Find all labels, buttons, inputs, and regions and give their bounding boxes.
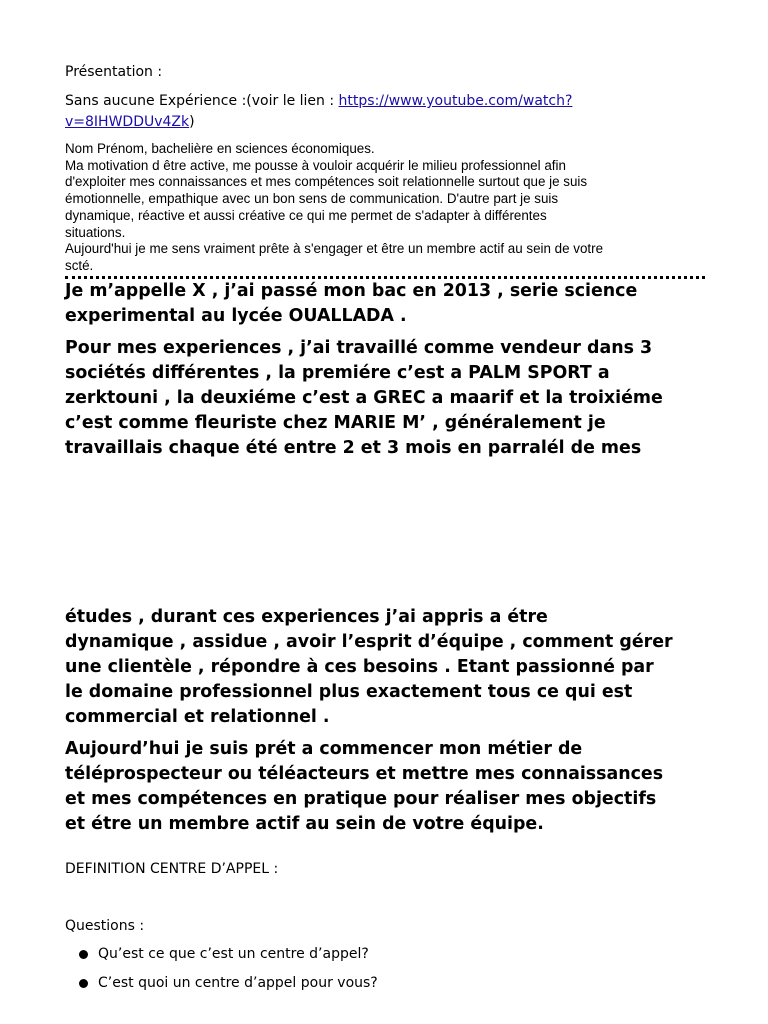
paragraph-intro-bac bbox=[65, 279, 725, 329]
intro-line: Nom Prénom, bachelière en sciences économiques. bbox=[65, 141, 375, 156]
paragraph-experiences bbox=[65, 336, 725, 461]
paragraph-line: zerktouni , la deuxiéme c’est a GREC a maarif et la troixiéme bbox=[65, 388, 663, 408]
question-text: Qu’est ce que c’est un centre d’appel? bbox=[98, 946, 369, 962]
bullet-icon bbox=[79, 950, 88, 959]
youtube-link-line1[interactable]: https://www.youtube.com/watch? bbox=[338, 93, 573, 109]
sans-experience-suffix: ) bbox=[189, 114, 195, 130]
sans-experience-prefix: Sans aucune Expérience :(voir le lien : bbox=[65, 93, 339, 109]
paragraph-line: études , durant ces experiences j’ai appris a étre bbox=[65, 607, 548, 627]
paragraph-line: experimental au lycée OUALLADA . bbox=[65, 306, 407, 326]
presentation-heading: Présentation : bbox=[65, 64, 163, 80]
intro-line: Ma motivation d être active, me pousse à vouloir acquérir le milieu professionnel afin bbox=[65, 157, 566, 173]
paragraph-line: Je m’appelle X , j’ai passé mon bac en 2013 , serie science bbox=[65, 281, 638, 301]
questions-list bbox=[79, 944, 378, 1002]
paragraph-skills bbox=[65, 605, 725, 730]
paragraph-line: Aujourd’hui je suis prét a commencer mon métier de bbox=[65, 739, 583, 759]
paragraph-line: travaillais chaque été entre 2 et 3 mois en parralél de mes bbox=[65, 438, 642, 458]
sans-experience-line bbox=[65, 91, 685, 133]
paragraph-line: sociétés différentes , la premiére c’est a PALM SPORT a bbox=[65, 363, 610, 383]
paragraph-motivation bbox=[65, 737, 725, 837]
intro-line: d'exploiter mes connaissances et mes compétences soit relationnelle surtout que je suis bbox=[65, 174, 588, 190]
paragraph-line: téléprospecteur ou téléacteurs et mettre mes connaissances bbox=[65, 764, 664, 784]
intro-line: scté. bbox=[65, 257, 94, 273]
paragraph-line: et étre un membre actif au sein de votre équipe. bbox=[65, 814, 544, 834]
question-item bbox=[79, 973, 378, 1002]
paragraph-line: dynamique , assidue , avoir l’esprit d’équipe , comment gérer bbox=[65, 632, 673, 652]
paragraph-line: c’est comme fleuriste chez MARIE M’ , généralement je bbox=[65, 413, 606, 433]
paragraph-line: commercial et relationnel . bbox=[65, 707, 330, 727]
paragraph-line: le domaine professionnel plus exactement tous ce qui est bbox=[65, 682, 633, 702]
intro-block bbox=[65, 141, 705, 275]
definition-heading: DEFINITION CENTRE D’APPEL : bbox=[65, 861, 279, 877]
intro-line: Aujourd'hui je me sens vraiment prête à s'engager et être un membre actif au sein de votre bbox=[65, 241, 604, 257]
question-text: C’est quoi un centre d’appel pour vous? bbox=[98, 975, 378, 991]
intro-line: émotionnelle, empathique avec un bon sens de communication. D'autre part je suis bbox=[65, 191, 559, 207]
questions-heading: Questions : bbox=[65, 918, 145, 934]
intro-line: dynamique, réactive et aussi créative ce qui me permet de s'adapter à différentes bbox=[65, 207, 547, 223]
bullet-icon bbox=[79, 979, 88, 988]
intro-line: situations. bbox=[65, 224, 126, 240]
paragraph-line: une clientèle , répondre à ces besoins . Etant passionné par bbox=[65, 657, 654, 677]
youtube-link-line2[interactable]: v=8IHWDDUv4Zk bbox=[65, 114, 190, 130]
paragraph-line: et mes compétences en pratique pour réaliser mes objectifs bbox=[65, 789, 657, 809]
question-item bbox=[79, 944, 378, 973]
paragraph-line: Pour mes experiences , j’ai travaillé comme vendeur dans 3 bbox=[65, 338, 653, 358]
